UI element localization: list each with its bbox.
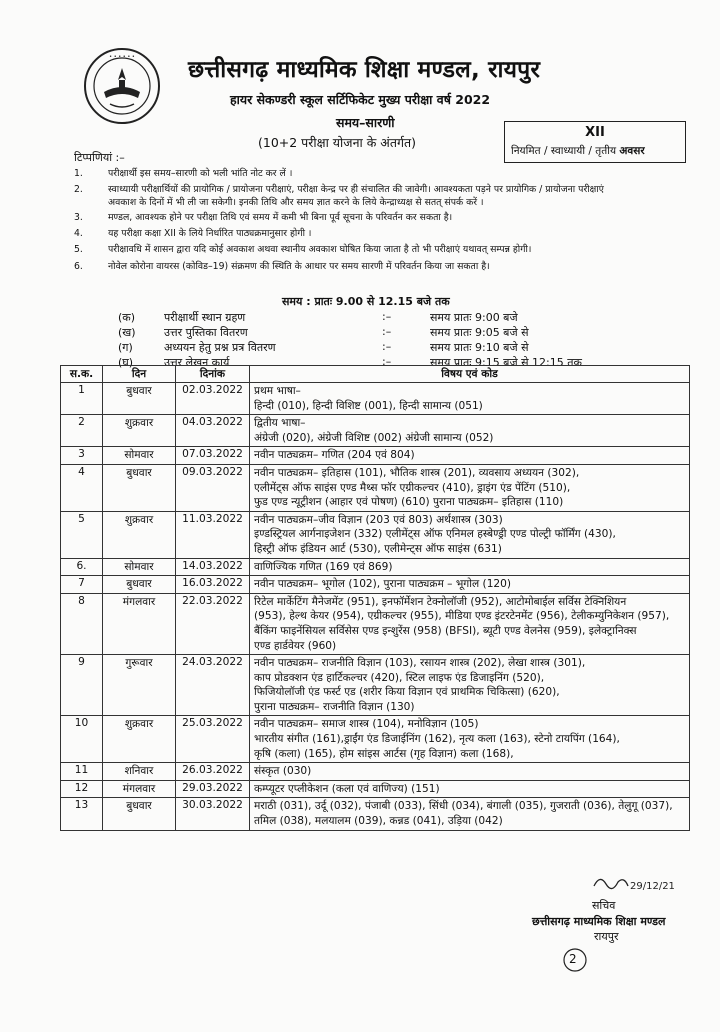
subject-line: बैंकिंग फाइनेंसियल सर्विसेस एण्ड इन्शुरेंस (958) (BFSI), ब्यूटी एण्ड वेलनेस (959), इलेक्ट्रानिक्स [254, 624, 637, 637]
category-bold: अवसर [619, 145, 645, 157]
scheme-subtitle: (10+2 परीक्षा योजना के अंतर्गत) [258, 135, 417, 150]
schedule-time: समय प्रातः 9:10 बजे से [430, 341, 529, 354]
category-label [505, 144, 685, 158]
subject-cell [250, 593, 690, 654]
subject-line: नवीन पाठ्यक्रम– समाज शास्त्र (104), मनोविज्ञान (105) [254, 718, 479, 731]
subject-line: प्रथम भाषा– [254, 385, 301, 397]
note-number: 5. [74, 244, 83, 255]
date-cell: 11.03.2022 [176, 511, 250, 558]
day-cell: सोमवार [103, 447, 176, 465]
day-cell: बुधवार [103, 576, 176, 594]
date-cell: 26.03.2022 [176, 763, 250, 781]
table-row [61, 511, 690, 558]
exam-title: हायर सेकण्डरी स्कूल सर्टिफिकेट मुख्य परीक्षा वर्ष 2022 [230, 92, 491, 107]
table-row [61, 558, 690, 576]
signature-scribble [590, 872, 676, 894]
table-row [61, 593, 690, 654]
serial-cell: 9 [61, 655, 103, 716]
serial-cell: 4 [61, 464, 103, 511]
date-cell: 16.03.2022 [176, 576, 250, 594]
note-text: अवकाश के दिनों में भी ली जा सकेगी। इनकी तिथि और समय ज्ञात करने के लिये केन्द्राध्यक्ष से सतत् संपर्क करें । [108, 196, 484, 208]
subject-cell [250, 798, 690, 830]
note-item [74, 212, 453, 225]
time-heading: समय : प्रातः 9.00 से 12.15 बजे तक [282, 295, 450, 308]
signatory-role: सचिव [592, 899, 616, 912]
note-number: 2. [74, 184, 83, 195]
subject-line: नवीन पाठ्यक्रम–जीव विज्ञान (203 एवं 803) अर्थशास्त्र (303) [254, 513, 503, 526]
schedule-label: (ख) [118, 326, 136, 339]
date-cell: 25.03.2022 [176, 716, 250, 763]
note-text: परीक्षावधि में शासन द्वारा यदि कोई अवकाश अथवा स्थानीय अवकाश घोषित किया जाता है तो भी परीक्षाएं यथावत् सम्पन्न होगी। [108, 244, 532, 255]
note-number: 6. [74, 261, 83, 272]
subject-cell [250, 447, 690, 465]
subject-line: पुराना पाठ्यक्रम– राजनीति विज्ञान (130) [254, 700, 415, 713]
signatory-board: छत्तीसगढ़ माध्यमिक शिक्षा मण्डल [532, 915, 666, 928]
exam-timetable [60, 365, 690, 831]
note-text: परीक्षार्थी इस समय–सारणी को भली भांति नोट कर लें । [108, 168, 293, 179]
schedule-text: उत्तर लेखन कार्य [164, 356, 230, 369]
note-item [74, 261, 490, 274]
date-cell: 04.03.2022 [176, 415, 250, 447]
timetable-title: समय–सारणी [336, 115, 395, 130]
table-row [61, 716, 690, 763]
day-cell: गुरूवार [103, 655, 176, 716]
subject-line: कम्प्यूटर एप्लीकेशन (कला एवं वाणिज्य) (151) [254, 782, 440, 795]
subject-line: भारतीय संगीत (161),ड्राईंग एंड डिजाईनिंग (162), नृत्य कला (163), स्टेनो टायपिंग (164), [254, 733, 620, 746]
subject-cell [250, 464, 690, 511]
subject-cell [250, 383, 690, 415]
page-number: 2 [569, 952, 577, 966]
schedule-separator: :– [382, 310, 392, 323]
header-day: दिन [103, 366, 176, 383]
signature-date: 29/12/21 [630, 881, 675, 892]
note-item [74, 244, 532, 257]
schedule-time: समय प्रातः 9:15 बजे से 12:15 तक [430, 356, 582, 369]
day-cell: बुधवार [103, 464, 176, 511]
board-name: छत्तीसगढ़ माध्यमिक शिक्षा मण्डल, रायपुर [188, 57, 541, 83]
date-cell: 29.03.2022 [176, 780, 250, 798]
note-text: मण्डल, आवश्यक होने पर परीक्षा तिथि एवं समय में कमी भी बिना पूर्व सूचना के परिवर्तन कर सकता है। [108, 212, 453, 223]
subject-line: (953), हेल्थ केयर (954), एग्रीकल्चर (955), मीडिया एण्ड इंटरटेनमेंट (956), टेलीकम्युनिकेशन (957), [254, 610, 670, 623]
schedule-time: समय प्रातः 9:00 बजे [430, 311, 518, 324]
class-label: XII [585, 125, 605, 140]
subject-line: फिजियोलॉजी एंड फर्स्ट एड (शरीर किया विज्ञान एवं प्राथमिक चिकित्सा) (620), [254, 686, 560, 699]
date-cell: 09.03.2022 [176, 464, 250, 511]
serial-cell: 7 [61, 576, 103, 594]
subject-line: तमिल (038), मलयालम (039), कन्नड (041), उड़िया (042) [254, 815, 503, 828]
schedule-text: अध्ययन हेतु प्रश्न प्रत्र वितरण [164, 341, 276, 354]
subject-cell [250, 511, 690, 558]
serial-cell: 3 [61, 447, 103, 465]
note-text: नोवेल कोरोना वायरस (कोविड–19) संक्रमण की स्थिति के आधार पर समय सारणी में परिवर्तन किया जा सकता है। [108, 261, 490, 272]
page-number-mark [560, 945, 590, 975]
subject-line: हिस्ट्री ऑफ इंडियन आर्ट (530), एलीमेन्ट्स ऑफ साइंस (631) [254, 542, 502, 555]
schedule-label: (घ) [118, 356, 134, 369]
subject-line: फुड एण्ड न्यूट्रीशन (आहार एवं पोषण) (610) पुराना पाठ्यक्रम– इतिहास (110) [254, 496, 564, 509]
day-cell: शुक्रवार [103, 511, 176, 558]
date-cell: 30.03.2022 [176, 798, 250, 830]
header-serial: स.क. [61, 366, 103, 383]
schedule-separator: :– [382, 340, 392, 353]
subject-line: संस्कृत (030) [254, 765, 312, 778]
table-row [61, 464, 690, 511]
day-cell: शनिवार [103, 763, 176, 781]
note-number: 4. [74, 228, 83, 239]
serial-cell: 12 [61, 780, 103, 798]
serial-cell: 2 [61, 415, 103, 447]
serial-cell: 5 [61, 511, 103, 558]
subject-cell [250, 558, 690, 576]
category-plain: नियमित / स्वाध्यायी / तृतीय [511, 145, 617, 157]
date-cell: 24.03.2022 [176, 655, 250, 716]
note-item [74, 184, 604, 209]
subject-cell [250, 576, 690, 594]
schedule-separator: :– [382, 355, 392, 368]
svg-text:• • • • • •: • • • • • • [109, 54, 135, 60]
note-number: 3. [74, 212, 83, 223]
serial-cell: 13 [61, 798, 103, 830]
header-subject: विषय एवं कोड [250, 366, 690, 383]
subject-cell [250, 655, 690, 716]
day-cell: बुधवार [103, 798, 176, 830]
schedule-text: उत्तर पुस्तिका वितरण [164, 326, 248, 339]
serial-cell: 10 [61, 716, 103, 763]
table-row [61, 576, 690, 594]
day-cell: मंगलवार [103, 780, 176, 798]
notes-heading: टिप्पणियां :– [74, 151, 125, 164]
note-number: 1. [74, 168, 83, 179]
subject-cell [250, 780, 690, 798]
subject-line: वाणिज्यिक गणित (169 एवं 869) [254, 560, 393, 573]
note-text: यह परीक्षा कक्षा XII के लिये निर्धारित पाठ्यक्रमानुसार होगी । [108, 228, 312, 239]
subject-cell [250, 716, 690, 763]
serial-cell: 11 [61, 763, 103, 781]
subject-line: नवीन पाठ्यक्रम– इतिहास (101), भौतिक शास्त्र (201), व्यवसाय अध्ययन (302), [254, 466, 580, 479]
day-cell: शुक्रवार [103, 716, 176, 763]
day-cell: बुधवार [103, 383, 176, 415]
subject-line: मराठी (031), उर्दू (032), पंजाबी (033), सिंधी (034), बंगाली (035), गुजराती (036), तेलुगू (037), [254, 800, 673, 813]
serial-cell: 8 [61, 593, 103, 654]
table-row [61, 447, 690, 465]
subject-line: रिटेल मार्केटिंग मैनेजमेंट (951), इनफॉर्मेशन टेक्नोलॉजी (952), आटोमोबाईल सर्विस टेक्निशियन [254, 595, 627, 608]
table-row [61, 415, 690, 447]
note-text: स्वाध्यायी परीक्षार्थियों की प्रायोगिक / प्रायोजना परीक्षाएं, परीक्षा केन्द्र पर ही संचालित की जावेगी। आवश्यकता पड़ने पर प्रायोगिक / प्रायोजना परीक्षाएं [108, 184, 604, 195]
subject-line: नवीन पाठ्यक्रम– भूगोल (102), पुराना पाठ्यक्रम – भूगोल (120) [254, 578, 512, 591]
schedule-label: (ग) [118, 341, 133, 354]
subject-line: हिन्दी (010), हिन्दी विशिष्ट (001), हिन्दी सामान्य (051) [254, 399, 483, 412]
subject-cell [250, 763, 690, 781]
table-header-row [61, 366, 690, 383]
note-item [74, 228, 312, 241]
class-box [504, 121, 686, 163]
date-cell: 07.03.2022 [176, 447, 250, 465]
day-cell: मंगलवार [103, 593, 176, 654]
schedule-label: (क) [118, 311, 136, 324]
schedule-separator: :– [382, 325, 392, 338]
subject-line: नवीन पाठ्यक्रम– गणित (204 एवं 804) [254, 449, 415, 462]
subject-line: एण्ड हार्डवेयर (960) [254, 639, 337, 652]
signatory-city: रायपुर [594, 930, 619, 943]
serial-cell: 6. [61, 558, 103, 576]
subject-line: एलीमेंट्स ऑफ साइंस एण्ड मैथ्स फॉर एग्रीकल्चर (410), ड्राइंग एंड पेंटिंग (510), [254, 481, 571, 494]
date-cell: 14.03.2022 [176, 558, 250, 576]
subject-line: द्वितीय भाषा– [254, 417, 306, 430]
table-row [61, 780, 690, 798]
note-item [74, 168, 293, 181]
day-cell: सोमवार [103, 558, 176, 576]
subject-line: नवीन पाठ्यक्रम– राजनीति विज्ञान (103), रसायन शास्त्र (202), लेखा शास्त्र (301), [254, 657, 586, 670]
schedule-text: परीक्षार्थी स्थान ग्रहण [164, 311, 246, 324]
subject-line: इण्डस्ट्रियल आर्गनाइजेशन (332) एलीमेंट्स ऑफ एनिमल हस्बेण्ड्री एण्ड पोल्ट्री फॉर्मिंग (430), [254, 528, 616, 541]
board-emblem-icon [82, 46, 162, 126]
table-row [61, 383, 690, 415]
serial-cell: 1 [61, 383, 103, 415]
table-row [61, 655, 690, 716]
subject-cell [250, 415, 690, 447]
schedule-time: समय प्रातः 9:05 बजे से [430, 326, 529, 339]
date-cell: 22.03.2022 [176, 593, 250, 654]
subject-line: कृषि (कला) (165), होम सांइस आर्टस (गृह विज्ञान) कला (168), [254, 747, 514, 760]
table-row [61, 798, 690, 830]
subject-line: काप प्रोडक्शन एंड हार्टिकल्चर (420), स्टिल लाइफ एंड डिजाइनिंग (520), [254, 671, 545, 684]
subject-line: अंग्रेजी (020), अंग्रेजी विशिष्ट (002) अंग्रेजी सामान्य (052) [254, 431, 494, 444]
table-row [61, 763, 690, 781]
date-cell: 02.03.2022 [176, 383, 250, 415]
day-cell: शुक्रवार [103, 415, 176, 447]
header-date: दिनांक [176, 366, 250, 383]
